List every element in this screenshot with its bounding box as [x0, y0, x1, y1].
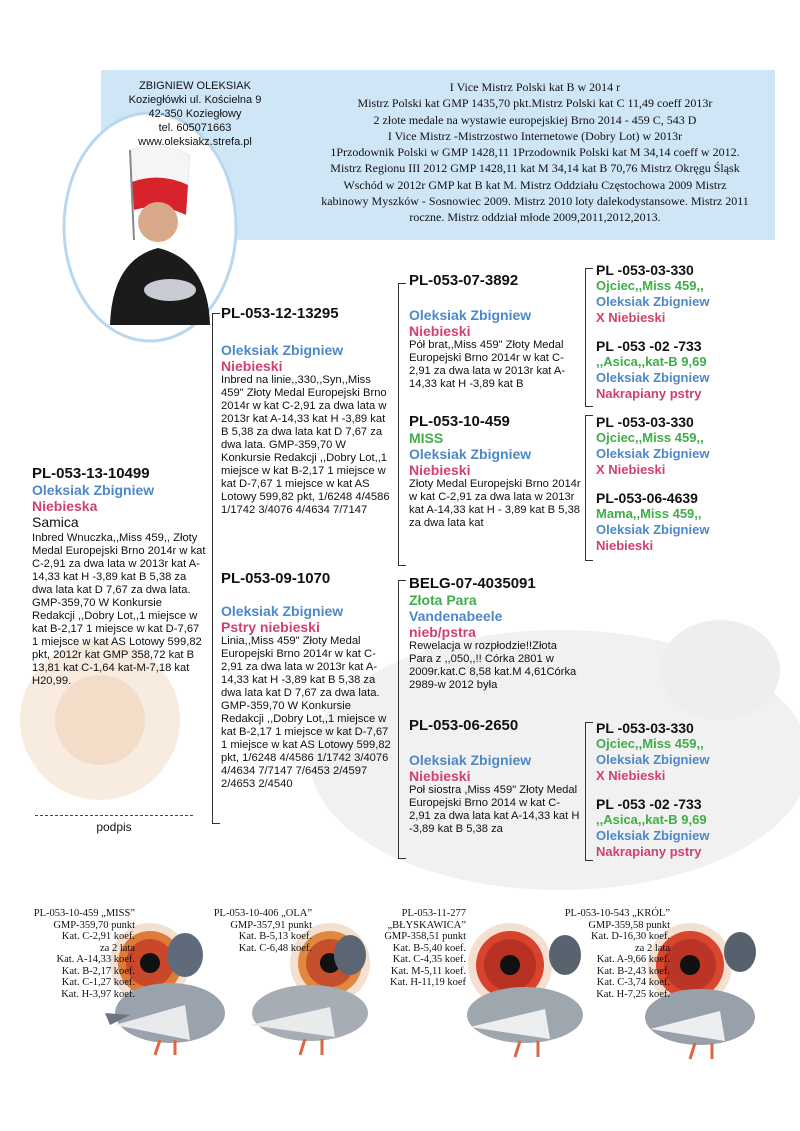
- pigeon-color: Niebieski: [596, 538, 654, 553]
- caption-line: PL-053-10-406 „OLA”: [213, 908, 312, 919]
- owner-name: Oleksiak Zbigniew: [596, 370, 710, 385]
- caption-line: Kat. C-6,48 koef.: [238, 942, 312, 954]
- bird-caption-miss: [10, 908, 135, 1000]
- grandparent-1: [409, 272, 581, 391]
- caption-line: Kat. B-5,40 koef.: [392, 942, 466, 954]
- caption-line: GMP-359,58 punkt: [588, 919, 670, 931]
- owner-name: Oleksiak Zbigniew: [221, 342, 344, 358]
- ring-number: PL -053 -02 -733: [596, 796, 702, 812]
- bird-caption-blyskawica: [368, 908, 466, 989]
- pigeon-name: Ojciec,,Miss 459,,: [596, 736, 704, 751]
- achievement-line: I Vice Mistrz Polski kat B w 2014 r: [449, 80, 621, 94]
- breeder-phone: tel. 605071663: [158, 122, 232, 134]
- caption-line: Kat. C-4,35 koef.: [392, 954, 466, 965]
- caption-line: za 2 lata: [100, 942, 135, 954]
- main-pigeon: [32, 465, 207, 688]
- pigeon-color: X Niebieski: [596, 310, 666, 325]
- bracket-line: [585, 268, 586, 406]
- bracket-line: [398, 565, 406, 566]
- pigeon-name: Ojciec,,Miss 459,,: [596, 430, 704, 445]
- dam-pigeon: [221, 570, 391, 791]
- achievement-line: Mistrz Polski kat GMP 1435,70 pkt.Mistrz Polski kat C 11,49 coeff 2013r: [357, 96, 713, 111]
- achievement-line: I Vice Mistrz -Mistrzostwo Internetowe (Dobry Lot) w 2013r: [387, 128, 683, 143]
- caption-line: Kat. H-3,97 koef.: [61, 988, 135, 1000]
- caption-line: Kat. B-2,17 koef.: [61, 965, 135, 977]
- bracket-line: [585, 860, 593, 861]
- grandparent-4: [409, 717, 581, 836]
- bracket-line: [398, 858, 406, 859]
- grandparent-2: [409, 413, 581, 530]
- great-grandparent-3: [596, 414, 796, 478]
- caption-line: Kat. H-7,25 koef.: [596, 988, 670, 1000]
- owner-name: Oleksiak Zbigniew: [596, 522, 710, 537]
- bracket-line: [585, 406, 593, 407]
- ring-number: PL-053-13-10499: [32, 465, 150, 482]
- caption-line: PL-053-11-277: [401, 908, 466, 919]
- ring-number: PL-053-09-1070: [221, 570, 331, 587]
- achievement-line: kabinowy Myszków - Sosnowiec 2009. Mistrz 2010 loty dalekodystansowe. Mistrz 2011: [321, 194, 749, 209]
- bird-caption-ola: [190, 908, 312, 954]
- owner-name: Oleksiak Zbigniew: [409, 307, 532, 323]
- signature-line: [35, 815, 193, 816]
- owner-name: Oleksiak Zbigniew: [596, 294, 710, 309]
- bracket-line: [585, 415, 586, 560]
- pigeon-description: Inbred na linie,,330,,Syn,,Miss 459" Złoty Medal Europejski Brno 2014r w kat C-2,91 za dwa lata w 2013r kat A-14,33 kat H -3,89 kat B 5,38 za dwa lata kat D 7,67 za dwa lata. GMP-359,70 W Konkursie Redakcji ,,Dobry Lot,,1 miejsce w kat B-2,17 1 miejsce w kat D-7,67 1 miejsce w kat AS Lotowy 599,82 pkt, 1/6248 4/4586 1/1742 3/4076 4/4634 7/7147: [221, 374, 390, 516]
- pigeon-color: nieb/pstra: [409, 624, 476, 640]
- great-grandparent-6: [596, 796, 796, 860]
- pigeon-description: Inbred Wnuczka,,Miss 459,, Złoty Medal Europejski Brno 2014r w kat C-2,91 za dwa lata w 2013r kat A-14,33 kat H -3,89 kat B 5,38 za dwa lata kat D 7,67 za dwa lata. GMP-359,70 W Konkursie Redakcji ,,Dobry Lot,,1 miejsce w kat B-2,17 1 miejsce w kat D-7,67 1 miejsce w kat AS Lotowy 599,82 pkt, 2012r kat GMP 358,72 kat B 13,81 kat C-1,64 kat-M-7,18 kat H20,99.: [32, 532, 206, 687]
- bracket-line: [212, 823, 220, 824]
- ring-number: PL-053-06-2650: [409, 717, 519, 734]
- caption-line: GMP-357,91 punkt: [230, 919, 312, 931]
- bracket-line: [398, 283, 399, 565]
- grandparent-3: [409, 575, 581, 692]
- caption-line: PL-053-10-459 „MISS”: [33, 908, 135, 919]
- owner-name: Oleksiak Zbigniew: [409, 446, 532, 462]
- pigeon-color: Nakrapiany pstry: [596, 386, 702, 401]
- bracket-line: [585, 722, 586, 860]
- bracket-line: [398, 580, 399, 858]
- achievement-line: 1Przodownik Polski w GMP 1428,11 1Przodownik Polski kat M 34,14 coeff w 2012.: [330, 145, 740, 160]
- caption-line: „BŁYSKAWICA”: [387, 919, 466, 931]
- bracket-line: [212, 313, 213, 585]
- achievement-line: Mistrz Regionu III 2012 GMP 1428,11 kat M 34,14 kat B 70,76 Mistrz Okręgu Śląsk: [330, 161, 740, 176]
- caption-line: Kat. C-1,27 koef.: [61, 977, 135, 988]
- caption-line: Kat. C-2,91 koef.: [61, 931, 135, 942]
- breeder-name: ZBIGNIEW OLEKSIAK: [139, 80, 251, 92]
- pigeon-color: Nakrapiany pstry: [596, 844, 702, 859]
- sire-pigeon: [221, 305, 391, 517]
- caption-line: Kat. B-5,13 koef.: [238, 931, 312, 942]
- caption-line: Kat. A-14,33 koef.: [56, 954, 135, 965]
- achievement-line: Wschód w 2012r GMP kat B kat M. Mistrz Oddziału Częstochowa 2009 Mistrz: [343, 177, 727, 192]
- pigeon-color: Niebieski: [221, 358, 283, 374]
- pigeon-description: Poł siostra ,Miss 459" Złoty Medal Europejski Brno 2014 w kat C-2,91 za dwa lata kat A-14,33 kat H -3,89 kat B 5,38 za: [409, 784, 580, 835]
- pigeon-color: Niebieska: [32, 498, 98, 514]
- bracket-line: [212, 585, 213, 823]
- caption-line: Kat. B-2,43 koef.: [596, 965, 670, 977]
- ring-number: PL -053-03-330: [596, 720, 694, 736]
- bracket-line: [585, 560, 593, 561]
- pigeon-color: Niebieski: [409, 323, 471, 339]
- pigeon-sex: Samica: [32, 514, 79, 530]
- caption-line: za 2 lata: [635, 942, 670, 954]
- ring-number: PL -053-03-330: [596, 262, 694, 278]
- caption-line: Kat. D-16,30 koef.: [590, 931, 670, 942]
- owner-name: Vandenabeele: [409, 608, 503, 624]
- pigeon-description: Linia,,Miss 459" Złoty Medal Europejski Brno 2014r w kat C-2,91 za dwa lata w 2013r kat A-14,33 kat H -3,89 kat B 5,38 za dwa lata kat D 7,67 za dwa lata. GMP-359,70 W Konkursie Redakcji ,,Dobry Lot,,1 miejsce w kat B-2,17 1 miejsce w kat D-7,67 1 miejsce w kat AS Lotowy 599,82 pkt, 1/6248 4/4586 1/1742 3/4076 4/4634 7/7147 7/6453 2/4597 2/4653 2/4540: [221, 635, 391, 790]
- ring-number: PL-053-06-4639: [596, 490, 698, 506]
- caption-line: Kat. M-5,11 koef.: [390, 965, 466, 977]
- great-grandparent-5: [596, 720, 796, 784]
- great-grandparent-4: [596, 490, 796, 554]
- pigeon-color: Niebieski: [409, 462, 471, 478]
- owner-name: Oleksiak Zbigniew: [596, 446, 710, 461]
- pigeon-name: ,,Asica,,kat-B 9,69: [596, 354, 707, 369]
- caption-line: Kat. H-11,19 koef: [389, 977, 466, 988]
- achievement-line: 2 złote medale na wystawie europejskiej Brno 2014 - 459 C, 543 D: [373, 112, 697, 127]
- ring-number: PL-053-10-459: [409, 413, 510, 430]
- pigeon-description: Złoty Medal Europejski Brno 2014r w kat C-2,91 za dwa lata w 2013r kat A-14,33 kat H - 3,89 kat B 5,38 za dwa lata kat: [409, 478, 581, 529]
- signature-label: podpis: [96, 820, 132, 834]
- breeder-postcode: 42-350 Koziegłowy: [148, 108, 242, 120]
- pigeon-description: Pół brat,,Miss 459" Złoty Medal Europejski Brno 2014r w kat C-2,91 za dwa lata w 2013r kat A-14,33 kat H -3,89 kat B: [409, 339, 566, 390]
- bird-caption-krol: [555, 908, 670, 1000]
- caption-line: GMP-359,70 punkt: [53, 919, 135, 931]
- pigeon-color: X Niebieski: [596, 768, 666, 783]
- pigeon-name: Mama,,Miss 459,,: [596, 506, 702, 521]
- pigeon-color: X Niebieski: [596, 462, 666, 477]
- owner-name: Oleksiak Zbigniew: [409, 752, 532, 768]
- caption-line: PL-053-10-543 „KRÓL”: [564, 908, 670, 919]
- breeder-website[interactable]: www.oleksiakz.strefa.pl: [138, 136, 252, 148]
- pigeon-color: Niebieski: [409, 768, 471, 784]
- pigeon-name: Ojciec,,Miss 459,,: [596, 278, 704, 293]
- pigeon-name: ,,Asica,,kat-B 9,69: [596, 812, 707, 827]
- bracket-line: [398, 283, 406, 284]
- bracket-line: [398, 580, 406, 581]
- breeder-address: Koziegłówki ul. Kościelna 9: [128, 94, 262, 106]
- great-grandparent-2: [596, 338, 796, 402]
- owner-name: Oleksiak Zbigniew: [596, 828, 710, 843]
- owner-name: Oleksiak Zbigniew: [32, 482, 155, 498]
- pigeon-description: Rewelacja w rozpłodzie!!Złota Para z ,,050,,!! Córka 2801 w 2009r.kat.C 8,58 kat.M 4,61Córka 2989-w 2012 była: [409, 640, 577, 691]
- caption-line: GMP-358,51 punkt: [384, 931, 466, 942]
- pigeon-name: Złota Para: [409, 592, 477, 608]
- great-grandparent-1: [596, 262, 796, 326]
- achievement-line: roczne. Mistrz oddział młode 2009,2011,2012,2013.: [409, 210, 661, 225]
- bracket-line: [585, 415, 593, 416]
- owner-name: Oleksiak Zbigniew: [596, 752, 710, 767]
- bracket-line: [585, 722, 593, 723]
- ring-number: PL -053 -02 -733: [596, 338, 702, 354]
- pigeon-color: Pstry niebieski: [221, 619, 320, 635]
- owner-name: Oleksiak Zbigniew: [221, 603, 344, 619]
- caption-line: Kat. A-9,66 koef.: [596, 954, 670, 965]
- pigeon-name: MISS: [409, 430, 444, 446]
- bracket-line: [212, 313, 220, 314]
- ring-number: PL -053-03-330: [596, 414, 694, 430]
- bracket-line: [585, 268, 593, 269]
- breeder-info: [95, 79, 295, 149]
- caption-line: Kat. C-3,74 koef.: [596, 977, 670, 988]
- ring-number: BELG-07-4035091: [409, 575, 536, 592]
- achievements-list: [300, 79, 770, 226]
- ring-number: PL-053-07-3892: [409, 272, 519, 289]
- ring-number: PL-053-12-13295: [221, 305, 339, 322]
